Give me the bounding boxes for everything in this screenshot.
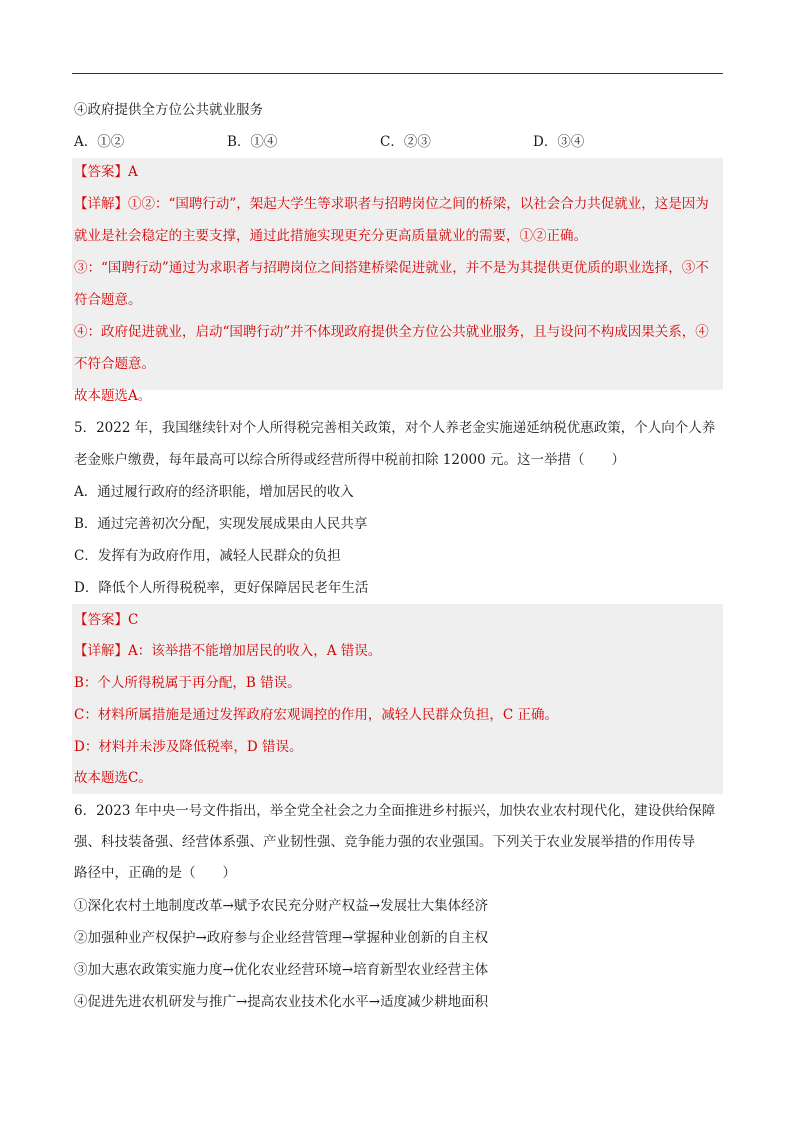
q6-item-4: ④促进先进农机研发与推广→提高农业技术化水平→适度减少耕地面积 (74, 994, 489, 1010)
q5-option-c: C．发挥有为政府作用，减轻人民群众的负担 (74, 548, 341, 564)
q4-option-a: A．①② (74, 134, 125, 150)
q4-option-c: C．②③ (380, 134, 431, 150)
q4-answer: 【答案】A (74, 164, 138, 180)
q4-explain-line: ③：“国聘行动”通过为求职者与招聘岗位之间搭建桥梁促进就业，并不是为其提供更优质的职业选择，③不 (74, 260, 709, 276)
q4-explain-line: 不符合题意。 (74, 356, 155, 372)
q5-answer: 【答案】C (74, 612, 139, 628)
q4-explain-line: ④：政府促进就业，启动“国聘行动”并不体现政府提供全方位公共就业服务，且与设问不构成因果关系，④ (74, 324, 709, 340)
q6-item-1: ①深化农村土地制度改革→赋予农民充分财产权益→发展壮大集体经济 (74, 898, 489, 914)
q6-stem-line: 强、科技装备强、经营体系强、产业韧性强、竞争能力强的农业强国。下列关于农业发展举措的作用传导 (74, 834, 695, 850)
q4-explain-line: 符合题意。 (74, 292, 142, 308)
q5-option-d: D．降低个人所得税税率，更好保障居民老年生活 (74, 580, 369, 596)
q4-option-b: B．①④ (227, 134, 278, 150)
q5-explain-line: B：个人所得税属于再分配，B 错误。 (74, 675, 301, 691)
q5-explain-line: D：材料并未涉及降低税率，D 错误。 (74, 739, 303, 755)
q5-explain-line: 【详解】A：该举措不能增加居民的收入，A 错误。 (74, 643, 382, 659)
q5-explain-line: C：材料所属措施是通过发挥政府宏观调控的作用，减轻人民群众负担，C 正确。 (74, 707, 558, 723)
q6-stem-line: 6．2023 年中央一号文件指出，举全党全社会之力全面推进乡村振兴，加快农业农村现代化，建设供给保障 (74, 803, 716, 819)
q5-answer-box (72, 604, 723, 794)
q6-stem-line: 路径中，正确的是（ ） (74, 865, 236, 881)
q4-option-d: D．③④ (533, 134, 585, 150)
q5-stem-line: 老金账户缴费，每年最高可以综合所得或经营所得中税前扣除 12000 元。这一举措（ ） (74, 452, 626, 468)
q4-item-4: ④政府提供全方位公共就业服务 (74, 102, 263, 118)
q6-item-3: ③加大惠农政策实施力度→优化农业经营环境→培育新型农业经营主体 (74, 962, 489, 978)
q5-option-a: A．通过履行政府的经济职能，增加居民的收入 (74, 484, 354, 500)
q4-explain-line: 就业是社会稳定的主要支撑，通过此措施实现更充分更高质量就业的需要，①②正确。 (74, 228, 587, 244)
q5-option-b: B．通过完善初次分配，实现发展成果由人民共享 (74, 516, 368, 532)
header-rule (72, 73, 723, 74)
q5-stem-line: 5．2022 年，我国继续针对个人所得税完善相关政策，对个人养老金实施递延纳税优惠政策，个人向个人养 (74, 420, 716, 436)
q5-conclusion: 故本题选C。 (74, 770, 152, 786)
q6-item-2: ②加强种业产权保护→政府参与企业经营管理→掌握种业创新的自主权 (74, 930, 489, 946)
q4-explain-line: 【详解】①②：“国聘行动”，架起大学生等求职者与招聘岗位之间的桥梁，以社会合力共促就业，这是因为 (74, 196, 709, 212)
q4-conclusion: 故本题选A。 (74, 388, 152, 404)
